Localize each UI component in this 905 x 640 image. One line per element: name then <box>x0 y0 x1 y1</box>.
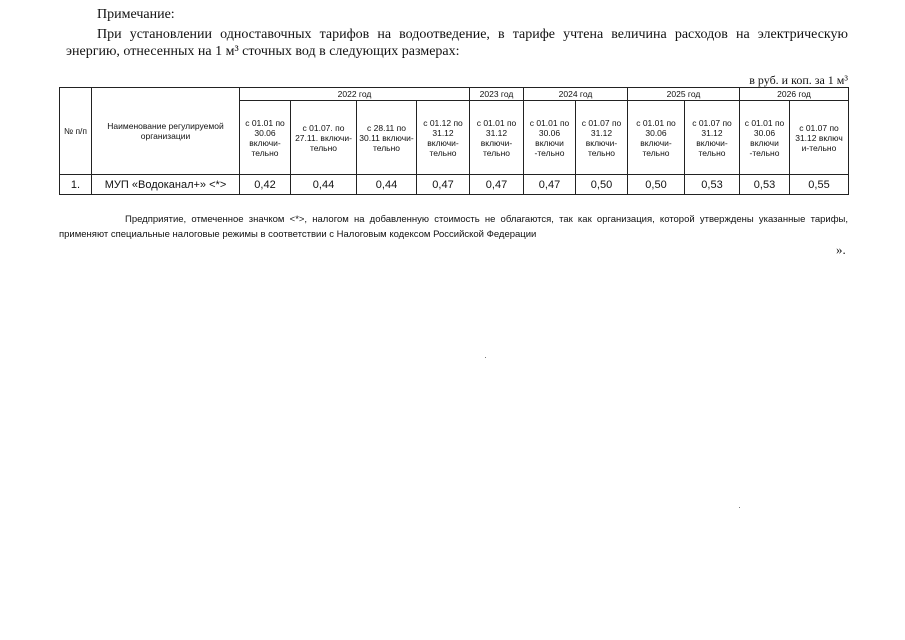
period-header: с 01.01 по 30.06 включи -тельно <box>524 101 576 175</box>
closing-quote: ». <box>836 242 846 257</box>
period-header: с 01.07 по 31.12 включ и-тельно <box>790 101 849 175</box>
year-header: 2022 год <box>240 88 470 101</box>
tariff-value: 0,44 <box>357 175 417 195</box>
scan-speck <box>485 357 486 358</box>
tariff-value: 0,42 <box>240 175 291 195</box>
num-header: № п/п <box>60 88 92 175</box>
year-header: 2025 год <box>628 88 740 101</box>
tariff-value: 0,47 <box>417 175 470 195</box>
year-header: 2023 год <box>470 88 524 101</box>
organization-name: МУП «Водоканал+» <*> <box>92 175 240 195</box>
period-header: с 28.11 по 30.11 включи-тельно <box>357 101 417 175</box>
period-header: с 01.07. по 27.11. включи-тельно <box>291 101 357 175</box>
tariff-value: 0,47 <box>470 175 524 195</box>
tariff-value: 0,55 <box>790 175 849 195</box>
year-header-row <box>60 88 849 101</box>
year-header: 2024 год <box>524 88 628 101</box>
tariff-value: 0,44 <box>291 175 357 195</box>
year-header: 2026 год <box>740 88 849 101</box>
tariff-value: 0,53 <box>685 175 740 195</box>
period-header: с 01.01 по 31.12 включи-тельно <box>470 101 524 175</box>
note-text: При установлении одноставочных тарифов на водоотведение, в тарифе учтена величина расходов на электрическую энергию, отнесенных на 1 м³ сточных вод в следующих размерах: <box>66 27 848 59</box>
period-header: с 01.07 по 31.12 включи-тельно <box>685 101 740 175</box>
units-label: в руб. и коп. за 1 м³ <box>749 73 848 87</box>
period-header: с 01.01 по 30.06 включи-тельно <box>628 101 685 175</box>
period-header: с 01.01 по 30.06 включи -тельно <box>740 101 790 175</box>
period-header: с 01.07 по 31.12 включи-тельно <box>576 101 628 175</box>
tariff-value: 0,50 <box>628 175 685 195</box>
tariff-value: 0,53 <box>740 175 790 195</box>
footnote: Предприятие, отмеченное значком <*>, налогом на добавленную стоимость не облагаются, так как организация, которой утверждены указанные тарифы, применяют специальные налоговые режимы в соответствии с Налоговым кодексом Российской Федерации <box>59 214 848 240</box>
name-header: Наименование регулируемой организации <box>92 88 240 175</box>
period-header: с 01.12 по 31.12 включи-тельно <box>417 101 470 175</box>
row-number: 1. <box>60 175 92 195</box>
table-row <box>60 175 849 195</box>
scan-speck <box>739 507 740 508</box>
tariff-value: 0,50 <box>576 175 628 195</box>
tariff-value: 0,47 <box>524 175 576 195</box>
period-header: с 01.01 по 30.06 включи-тельно <box>240 101 291 175</box>
note-title: Примечание: <box>97 7 175 22</box>
tariff-table <box>59 87 849 195</box>
